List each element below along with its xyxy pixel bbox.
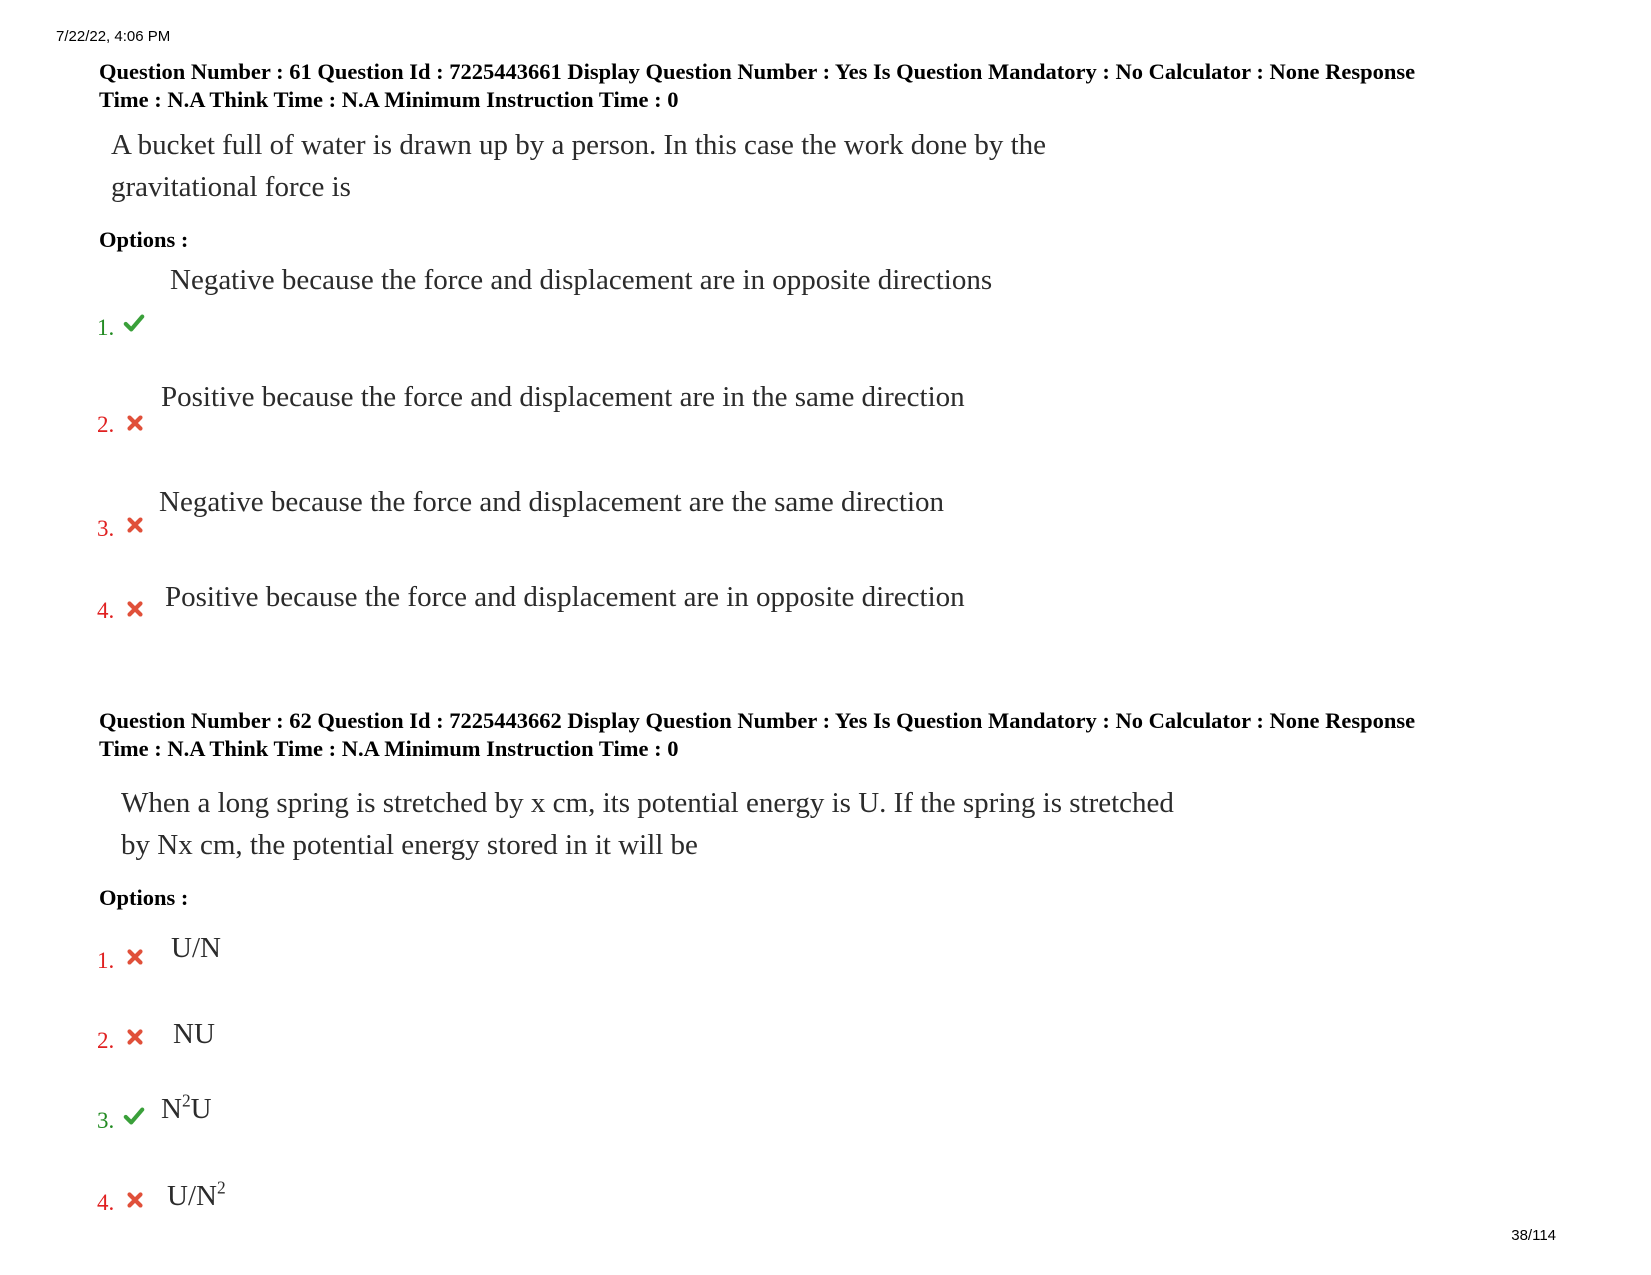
option-text-superscript: 2 bbox=[181, 1090, 191, 1111]
question-text-line2: gravitational force is bbox=[111, 171, 351, 203]
question-62-meta bbox=[99, 707, 1599, 763]
option-text: Positive because the force and displacement are in opposite direction bbox=[165, 581, 965, 613]
option-text: Negative because the force and displacement are the same direction bbox=[159, 486, 945, 518]
options-label: Options : bbox=[99, 227, 189, 252]
cross-icon bbox=[124, 598, 146, 620]
option-number: 1. bbox=[97, 948, 115, 973]
question-61-text bbox=[111, 124, 1266, 208]
question-text-line2: by Nx cm, the potential energy stored in it will be bbox=[121, 829, 698, 861]
question-meta-line1: Question Number : 62 Question Id : 7225443662 Display Question Number : Yes Is Question Mandatory : No Calculator : None Response bbox=[99, 708, 1416, 733]
option-number: 4. bbox=[97, 1190, 115, 1215]
option-number: 3. bbox=[97, 516, 115, 541]
question-text-line1: A bucket full of water is drawn up by a person. In this case the work done by the bbox=[111, 129, 1047, 161]
option-text bbox=[161, 1090, 212, 1126]
option-number: 2. bbox=[97, 1028, 115, 1053]
option-text-base: N bbox=[161, 1093, 182, 1125]
question-meta-line2: Time : N.A Think Time : N.A Minimum Instruction Time : 0 bbox=[99, 736, 679, 761]
cross-icon bbox=[124, 946, 146, 968]
option-text: Negative because the force and displacement are in opposite directions bbox=[170, 264, 993, 296]
cross-icon bbox=[124, 514, 146, 536]
option-number: 3. bbox=[97, 1108, 115, 1133]
print-date: 7/22/22, 4:06 PM bbox=[56, 28, 171, 45]
option-text-base: U/N bbox=[167, 1180, 217, 1212]
check-icon bbox=[123, 1105, 145, 1127]
option-text bbox=[167, 1177, 226, 1213]
question-62-text bbox=[121, 782, 1174, 866]
cross-icon bbox=[124, 1189, 146, 1211]
option-text: U/N bbox=[171, 932, 221, 964]
option-text-tail: U bbox=[190, 1093, 212, 1125]
question-text-line1: When a long spring is stretched by x cm, its potential energy is U. If the spring is stretched bbox=[121, 787, 1174, 819]
option-text: Positive because the force and displacement are in the same direction bbox=[161, 381, 965, 413]
cross-icon bbox=[124, 1026, 146, 1048]
question-meta-line1: Question Number : 61 Question Id : 7225443661 Display Question Number : Yes Is Question Mandatory : No Calculator : None Response bbox=[99, 59, 1416, 84]
options-label: Options : bbox=[99, 885, 189, 910]
page-number: 38/114 bbox=[1511, 1227, 1556, 1244]
question-meta-line2: Time : N.A Think Time : N.A Minimum Instruction Time : 0 bbox=[99, 87, 679, 112]
check-icon bbox=[123, 312, 145, 334]
option-text: NU bbox=[173, 1018, 215, 1050]
cross-icon bbox=[124, 412, 146, 434]
option-number: 1. bbox=[97, 315, 115, 340]
option-number: 2. bbox=[97, 412, 115, 437]
option-text-superscript: 2 bbox=[216, 1177, 226, 1198]
option-number: 4. bbox=[97, 598, 115, 623]
question-61-meta bbox=[99, 58, 1599, 114]
